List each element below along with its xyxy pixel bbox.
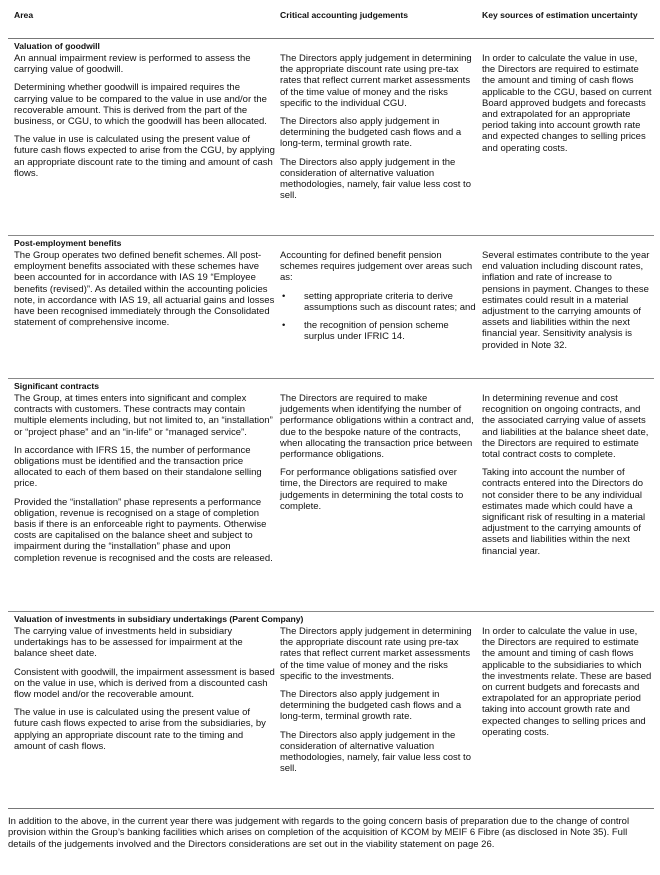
header-estimation: Key sources of estimation uncertainty <box>482 10 638 20</box>
header-divider <box>8 38 654 39</box>
area-paragraph: Provided the “installation” phase represents a performance obligation, revenue is recognised on a stage of completion basis if there is an enforceable right to payments. Otherwise costs are capitalised on the balance sheet and subject to impairment during the “installation” phase and upon completion revenue is recognised and the costs are released. <box>14 496 273 564</box>
table-bottom-divider <box>8 808 654 809</box>
bullet-marker: • <box>282 320 286 332</box>
area-paragraph: The Group operates two defined benefit schemes. All post-employment benefits associated with these schemes have been accounted for in accordance with IAS 19 “Employee benefits (revised)”. As detailed within the accounting policies note, in accordance with IAS 19, all actuarial gains and losses have been recognised immediately through the Consolidated statement of comprehensive income. <box>14 250 275 329</box>
footer-paragraph: In addition to the above, in the current year there was judgement with regards to the going concern basis of preparation due to the change of control provision within the Group’s banking facilities which arises on completion of the acquisition of KCOM by MEIF 6 Fibre (as disclosed in Note 35). Full details of the judgements involved and the Directors considerations are set out in the viability statement on page 26. <box>8 816 630 850</box>
footer-note <box>8 816 654 850</box>
header-area: Area <box>14 10 34 20</box>
section-divider <box>8 611 654 612</box>
judgement-paragraph: The Directors also apply judgement in determining the budgeted cash flows and a long-term, terminal growth rate. <box>280 689 462 723</box>
area-cell <box>14 393 276 571</box>
section-title: Post-employment benefits <box>14 238 122 248</box>
area-cell <box>14 250 276 335</box>
judgement-bullet-list <box>280 291 476 343</box>
section-title: Valuation of investments in subsidiary undertakings (Parent Company) <box>14 614 304 624</box>
judgement-paragraph: The Directors are required to make judgements when identifying the number of performance obligations within a contract and, due to the bespoke nature of the contracts, when allocating the transaction price between performance obligations. <box>280 393 474 461</box>
bullet-text: setting appropriate criteria to derive assumptions such as discount rates; and <box>304 290 476 313</box>
judgements-cell <box>280 250 476 349</box>
judgements-cell <box>280 393 476 519</box>
area-paragraph: The value in use is calculated using the present value of future cash flows expected to arise from the subsidiaries, by applying an appropriate discount rate to the timing and amount of cash flows. <box>14 707 266 752</box>
estimation-paragraph: Several estimates contribute to the year end valuation including discount rates, inflation and rate of increase to pensions in payment. Changes to these estimates could result in a material adjustment to the carrying amounts of assets and liabilities within the next financial year. Sensitivity analysis is provided in Note 32. <box>482 250 650 351</box>
judgements-cell <box>280 53 476 208</box>
area-cell <box>14 53 276 186</box>
bullet-marker: • <box>282 290 286 302</box>
area-paragraph: The carrying value of investments held in subsidiary undertakings has to be assessed for impairment at the balance sheet date. <box>14 626 243 660</box>
area-cell <box>14 626 276 759</box>
bullet-text: the recognition of pension scheme surplus under IFRIC 14. <box>304 320 449 343</box>
bullet-item <box>280 291 476 313</box>
area-paragraph: Determining whether goodwill is impaired requires the carrying value to be compared to the value in use and/or the recoverable amount. This is derived from the part of the business, or CGU, to which the goodwill has been allocated. <box>14 82 267 128</box>
estimation-paragraph: In order to calculate the value in use, the Directors are required to estimate the amount and timing of cash flows applicable to the subsidiaries to which the investments relate. These are based on current budgets and forecasts and extrapolated for an appropriate period taking into account growth rate and expected changes to selling prices and operating costs. <box>482 626 652 738</box>
judgement-paragraph: Accounting for defined benefit pension schemes requires judgement over areas such as: <box>280 250 473 284</box>
estimation-cell <box>482 626 652 745</box>
estimation-paragraph: In determining revenue and cost recognition on ongoing contracts, and the associated carrying value of assets and liabilities at the balance sheet date, the Directors are required to estimate total contract costs to complete. <box>482 393 649 461</box>
judgement-paragraph: For performance obligations satisfied over time, the Directors are required to make judgements in determining the total costs to complete. <box>280 467 464 512</box>
bullet-item <box>280 320 476 342</box>
judgement-paragraph: The Directors apply judgement in determining the appropriate discount rate using pre-tax rates that reflect current market assessments of the time value of money and the risks specific to the investments. <box>280 626 472 682</box>
area-paragraph: An annual impairment review is performed to assess the carrying value of goodwill. <box>14 53 251 76</box>
estimation-paragraph: In order to calculate the value in use, the Directors are required to estimate the amount and timing of cash flows applicable to the CGU, based on current Board approved budgets and forecasts and extrapolated for an appropriate period taking into account growth rate and expected changes to selling prices and operating costs. <box>482 53 652 154</box>
estimation-cell <box>482 53 652 161</box>
section-title: Significant contracts <box>14 381 99 391</box>
section-title: Valuation of goodwill <box>14 41 100 51</box>
judgements-cell <box>280 626 476 781</box>
estimation-cell <box>482 393 652 564</box>
judgement-paragraph: The Directors also apply judgement in the consideration of alternative valuation methodologies, namely, fair value less cost to sell. <box>280 156 471 202</box>
section-divider <box>8 378 654 379</box>
judgement-paragraph: The Directors also apply judgement in determining the budgeted cash flows and a long-term, terminal growth rate. <box>280 116 462 150</box>
estimation-paragraph: Taking into account the number of contracts entered into the Directors do not consider there to be any individual estimates made which could have a significant risk of resulting in a material adjustment to the carrying amounts of assets and liabilities within the next financial year. <box>482 467 646 557</box>
judgement-paragraph: The Directors apply judgement in determining the appropriate discount rate using pre-tax rates that reflect current market assessments of the time value of money and the risks specific to the individual CGU. <box>280 53 472 109</box>
area-paragraph: In accordance with IFRS 15, the number of performance obligations must be identified and the transaction price allocated to each of them based on their standalone selling price. <box>14 444 262 490</box>
header-judgements: Critical accounting judgements <box>280 10 408 20</box>
judgement-paragraph: The Directors also apply judgement in the consideration of alternative valuation methodologies, namely, fair value less cost to sell. <box>280 729 471 775</box>
estimation-cell <box>482 250 652 358</box>
section-divider <box>8 235 654 236</box>
area-paragraph: The value in use is calculated using the present value of future cash flows expected to arise from the CGU, by applying an appropriate discount rate to the timing and amount of cash flows. <box>14 134 275 179</box>
area-paragraph: Consistent with goodwill, the impairment assessment is based on the value in use, which is derived from a discounted cash flow model and/or the recoverable amount. <box>14 666 275 701</box>
area-paragraph: The Group, at times enters into significant and complex contracts with customers. These contracts may contain multiple elements including, but not limited to, an “installation” or “project phase” and an “in-life” or “managed service”. <box>14 393 273 438</box>
